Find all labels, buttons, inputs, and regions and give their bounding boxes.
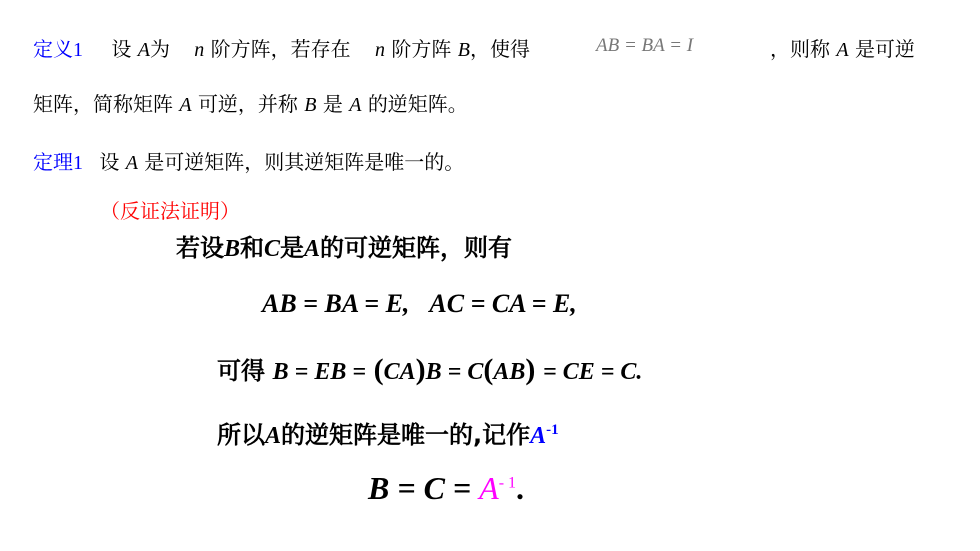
math-A: A	[179, 94, 192, 116]
math-text: = CE = C.	[543, 359, 643, 385]
text: 阶方阵，若存在	[210, 37, 351, 61]
derivation-line	[217, 351, 642, 387]
derive-label: 可得	[217, 357, 265, 385]
definition-line-2	[33, 88, 468, 117]
math-B: B	[224, 236, 241, 262]
theorem-label: 定理	[33, 150, 73, 174]
math-n: n	[194, 39, 205, 61]
math-A: A	[125, 152, 138, 174]
math-A: A	[349, 94, 362, 116]
paren: )	[525, 353, 536, 386]
proof-intro	[176, 228, 512, 263]
final-equation	[368, 470, 524, 507]
conclusion-line	[217, 415, 559, 450]
definition-number: 1	[73, 39, 83, 61]
exponent: - 1	[498, 474, 517, 492]
text: ，则称	[770, 37, 830, 61]
text: 可逆，并称	[197, 92, 298, 116]
text: 是可逆	[854, 37, 915, 61]
text: ，使得	[469, 37, 530, 61]
text: 的逆矩阵。	[367, 92, 468, 116]
period: .	[516, 470, 525, 506]
text: 矩阵，简称矩阵	[33, 92, 173, 116]
text: 设	[99, 150, 120, 174]
theorem-number: 1	[73, 152, 83, 174]
math-A: A	[836, 39, 849, 61]
definition-line-1-end	[770, 33, 915, 62]
math-CA: CA	[383, 359, 416, 385]
text: 的逆矩阵是唯一的,记作	[281, 421, 531, 449]
definition-label: 定义	[33, 37, 73, 61]
math-A-inverse: A	[530, 423, 547, 449]
theorem-line	[33, 146, 464, 175]
text: 和	[240, 234, 265, 262]
definition-line-1	[33, 33, 530, 62]
math-A: A	[137, 39, 150, 61]
math-text: B = C	[425, 359, 484, 385]
paren: )	[415, 353, 426, 386]
proof-method-note: （反证法证明）	[100, 199, 240, 223]
equation-AC: AC = CA = E,	[429, 289, 577, 318]
math-n: n	[375, 39, 386, 61]
text: 阶方阵	[391, 37, 452, 61]
math-B: B	[304, 94, 317, 116]
text: 设	[111, 37, 132, 61]
paren: (	[373, 353, 384, 386]
text: 是	[280, 234, 305, 262]
definition-equation: AB = BA = I	[596, 35, 694, 56]
text: 是	[322, 92, 343, 116]
math-AB: AB	[493, 359, 526, 385]
text: 若设	[176, 234, 224, 262]
text: 所以	[217, 421, 265, 449]
math-C: C	[264, 236, 281, 262]
exponent: -1	[546, 422, 559, 438]
equation-AB: AB = BA = E,	[262, 289, 410, 318]
math-B: B	[457, 39, 470, 61]
text: 的可逆矩阵，则有	[320, 234, 513, 262]
equation-line	[262, 289, 577, 319]
text: 为	[149, 37, 170, 61]
math-text: B = C =	[368, 470, 472, 506]
math-A-inverse: A	[479, 470, 499, 506]
math-text: B = EB =	[272, 359, 367, 385]
math-A: A	[304, 236, 321, 262]
math-A: A	[265, 423, 282, 449]
paren: (	[483, 353, 494, 386]
text: 是可逆矩阵，则其逆矩阵是唯一的。	[144, 150, 465, 174]
